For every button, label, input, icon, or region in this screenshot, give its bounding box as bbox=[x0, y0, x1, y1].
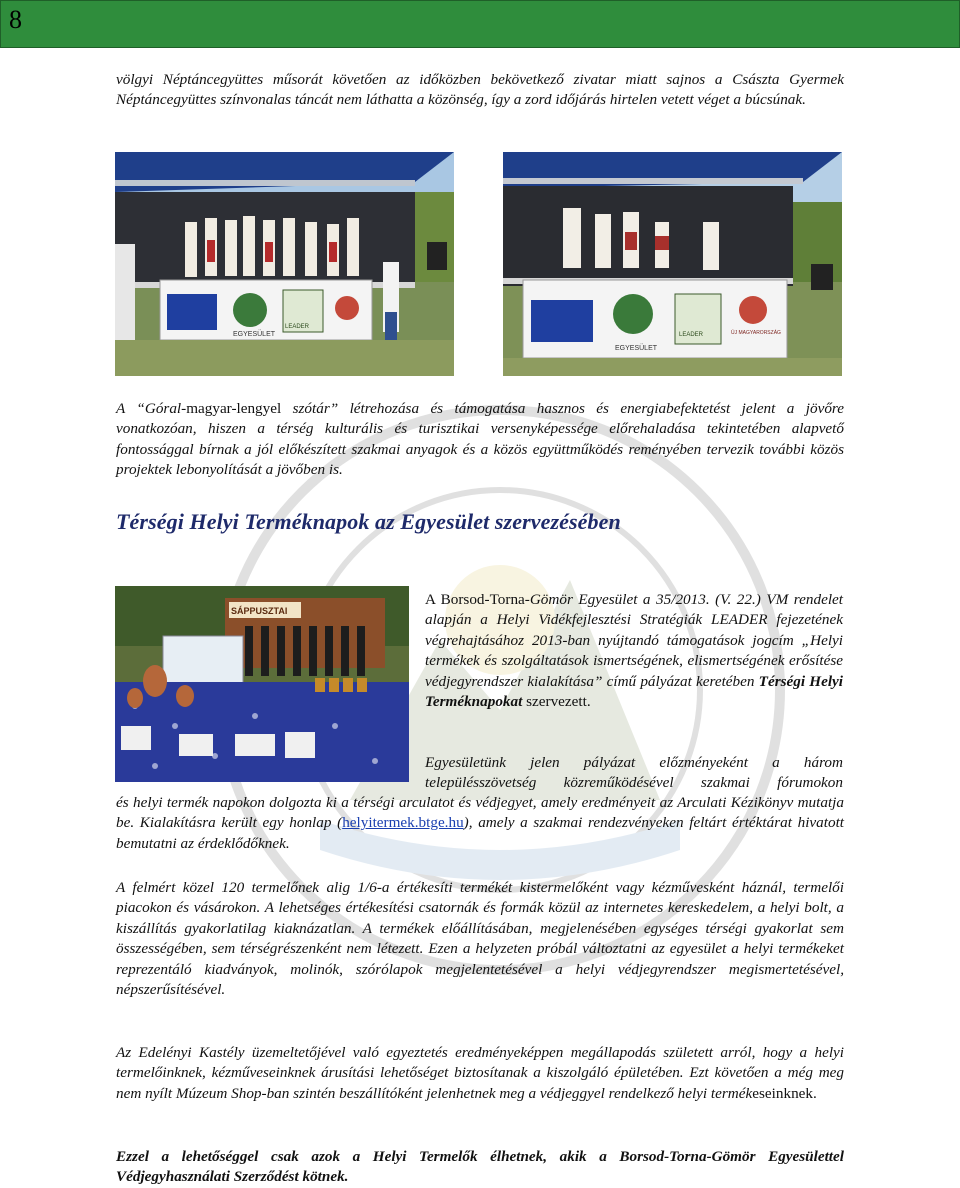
survey-paragraph: A felmért közel 120 termelőnek alig 1/6-a értékesíti termékét kistermelőként vagy kézművesként háznál, termelői piacokon és vásárokon. A lehetséges értékesítési csatornák és formák közül az internetes kereskedelem, a helyi bolt, a kiszállítás gyakorlatilag kiaknázatlan. A termékek előállításában, megjelenésében egységes térségi gyakorlat sem összességében, sem térségrészenként nem létezett. Ezen a helyzeten próbál változtatni az egyesület a helyi termékeket reprezentáló kiadványok, molinók, szórólapok megjelentetésével a helyi védjegyrendszer megismertetésével, népszerűsítésével. bbox=[116, 879, 844, 999]
decree-text-bold: Térségi Helyi Terméknapokat bbox=[425, 672, 843, 711]
decree-text-c: VM rendelet alapján a Helyi Vidékfejlesztési Stratégiák LEADER fejezetének végrehajtásához 2013-ban nyújtandó támogatások jogcím „Helyi termékek és szolgáltatások ismertségének, elismertségének erősítése védjegyrendszer kialakítása” című pályázat keretében bbox=[425, 591, 844, 690]
stage-photo-dancers-image bbox=[115, 152, 454, 376]
castle-text-a: Az Edelényi Kastély üzemeltetőjével való egyeztetés eredményeképpen megállapodás született arról, hogy a helyi termelőinknek, kézműveseinknek árusítási lehetőséget biztosítanak a kiszolgáló épületében. Ezt követően a még meg nem nyílt Múzeum Shop-ban szintén beszállítóként jelenhetnek meg a védjeggyel rendelkező helyi termék bbox=[116, 1044, 844, 1102]
intro-paragraph: völgyi Néptáncegyüttes műsorát követően az időközben bekövetkező zivatar miatt sajnos a Császta Gyermek Néptáncegyüttes színvonalas táncát nem láthatta a közönség, így a zord időjárás hirtelen vetett véget a búcsúnak. bbox=[116, 71, 844, 109]
page-number: 8 bbox=[9, 5, 22, 34]
goral-text-a: A “Góral- bbox=[116, 400, 187, 417]
stage-photo-singers-image bbox=[503, 152, 842, 376]
decree-paragraph bbox=[425, 590, 843, 712]
stage1-banner-label: EGYESÜLET bbox=[233, 331, 276, 338]
stage2-leader-label: LEADER bbox=[679, 332, 704, 338]
closing-paragraph bbox=[116, 1147, 844, 1188]
stage-photo-singers bbox=[503, 152, 842, 376]
forum-paragraph-a: Egyesületünk jelen pályázat előzményeként a három településszövetség közreműködésével szakmai fórumokon bbox=[425, 754, 843, 792]
stage1-leader-label: LEADER bbox=[285, 324, 310, 330]
products-sign-label: SÁPPUSZTAI bbox=[231, 606, 288, 616]
stage2-banner-label: EGYESÜLET bbox=[615, 345, 658, 352]
decree-text-end: szervezett. bbox=[522, 693, 591, 711]
goral-paragraph bbox=[116, 399, 844, 481]
castle-text-b: eseinknek. bbox=[752, 1084, 817, 1102]
castle-paragraph bbox=[116, 1043, 844, 1104]
stage2-ujmo-label: ÚJ MAGYARORSZÁG bbox=[731, 330, 781, 336]
closing-text-a: Ezzel a lehetőséggel csak azok a Helyi Termelők élhetnek, akik a Borsod- bbox=[116, 1148, 670, 1165]
products-photo bbox=[115, 586, 409, 782]
forum-paragraph-b bbox=[116, 793, 844, 854]
stage-photo-dancers bbox=[115, 152, 454, 376]
page-header-bar bbox=[0, 0, 960, 48]
section-heading: Térségi Helyi Terméknapok az Egyesület szervezésében bbox=[116, 509, 621, 534]
products-photo-image bbox=[115, 586, 409, 782]
goral-text-b: magyar-lengyel bbox=[186, 400, 282, 417]
decree-text-b: Gömör Egyesület a 35/2013. (V. 22.) bbox=[529, 591, 761, 608]
forum-text-b: és helyi termék napokon dolgozta ki a térségi arculatot és védjegyet, amely eredményeit az Arculati Kézikönyv mutatja be. Kialakításra került egy honlap ( bbox=[116, 794, 844, 832]
goral-text-c: szótár” létrehozása és támogatása hasznos és energiabefektetést jelent a jövőre vonatkozóan, hiszen a térség kulturális és turisztikai versenyképessége előrehaladása tekintetében alapvető fontossággal bírnak a jól előkészített szakmai anyagok és a közös együttműködés reményében tervezik további közös projektek lebonyolítását a jövőben is. bbox=[116, 400, 844, 479]
decree-text-a: A Borsod-Torna- bbox=[425, 591, 530, 608]
helyitermek-link[interactable]: helyitermek.btge.hu bbox=[342, 814, 464, 832]
forum-text-c: ), amely a szakmai rendezvényeken feltárt értéktárat hivatott bemutatni az érdeklődőknek. bbox=[116, 814, 845, 852]
closing-text-b: Torna-Gömör Egyesülettel Védjegyhasználati Szerződést kötnek. bbox=[116, 1148, 844, 1186]
